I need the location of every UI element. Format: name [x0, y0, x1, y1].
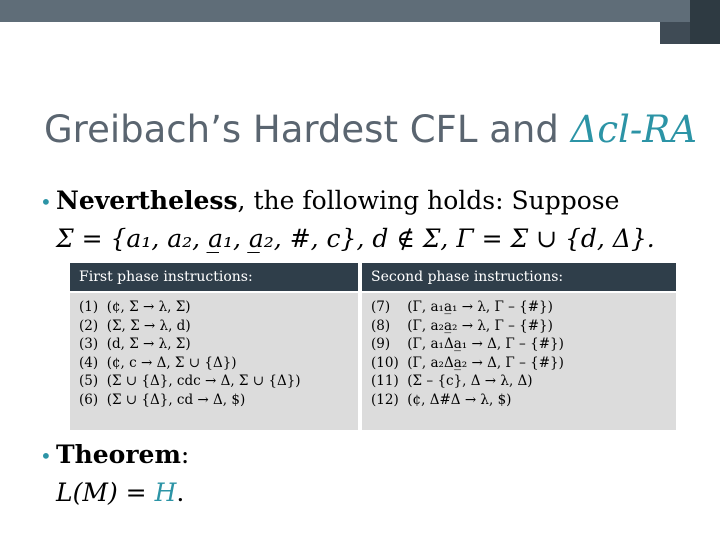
left-header: First phase instructions:: [70, 263, 358, 291]
top-bar-accent: [660, 22, 690, 44]
left-row: (4) (¢, c → Δ, Σ ∪ {Δ}): [79, 354, 237, 371]
bullet-nevertheless: [56, 182, 655, 258]
right-rows: [362, 293, 676, 430]
bullet1-rest: , the following holds: Suppose: [237, 186, 620, 215]
bullet-theorem: [56, 436, 189, 512]
instructions-table: [70, 263, 676, 430]
right-header: Second phase instructions:: [362, 263, 676, 291]
theorem-h: H: [154, 478, 177, 507]
bullet2-bold: Theorem: [56, 440, 181, 469]
right-row: (9) (Γ, a₁Δa̲₁ → Δ, Γ – {#}): [371, 336, 564, 352]
left-row: (1) (¢, Σ → λ, Σ): [79, 299, 191, 315]
theorem-lhs: L(M) =: [56, 478, 155, 507]
left-row: (6) (Σ ∪ {Δ}, cd → Δ, $): [79, 391, 246, 408]
right-row: (10) (Γ, a₂Δa̲₂ → Δ, Γ – {#}): [371, 354, 564, 371]
bullet-dot: •: [40, 444, 52, 468]
bullet2-rest: :: [180, 440, 190, 469]
bullet1-line2: Σ = {a₁, a₂, a̲₁, a̲₂, #, c}, d ∉ Σ, Γ = Σ ∪ {d, Δ}.: [56, 224, 655, 253]
right-row: (11) (Σ – {c}, Δ → λ, Δ): [371, 373, 533, 389]
left-row: (5) (Σ ∪ {Δ}, cdc → Δ, Σ ∪ {Δ}): [79, 373, 301, 389]
top-bar-corner: [690, 0, 720, 44]
title-main: Greibach’s Hardest CFL and: [44, 108, 571, 151]
left-row: (3) (d, Σ → λ, Σ): [79, 336, 191, 352]
title-accent: Δcl-RA: [570, 108, 697, 151]
theorem-period: .: [176, 478, 185, 507]
right-row: (8) (Γ, a₂a̲₂ → λ, Γ – {#}): [371, 317, 553, 334]
bullet-dot: •: [40, 190, 52, 214]
bullet1-bold: Nevertheless: [56, 186, 238, 215]
right-row: (7) (Γ, a₁a̲₁ → λ, Γ – {#}): [371, 299, 553, 315]
slide-title: [44, 108, 697, 151]
left-row: (2) (Σ, Σ → λ, d): [79, 317, 191, 334]
left-rows: [70, 293, 358, 430]
top-bar: [0, 0, 720, 22]
right-row: (12) (¢, Δ#Δ → λ, $): [371, 391, 512, 408]
